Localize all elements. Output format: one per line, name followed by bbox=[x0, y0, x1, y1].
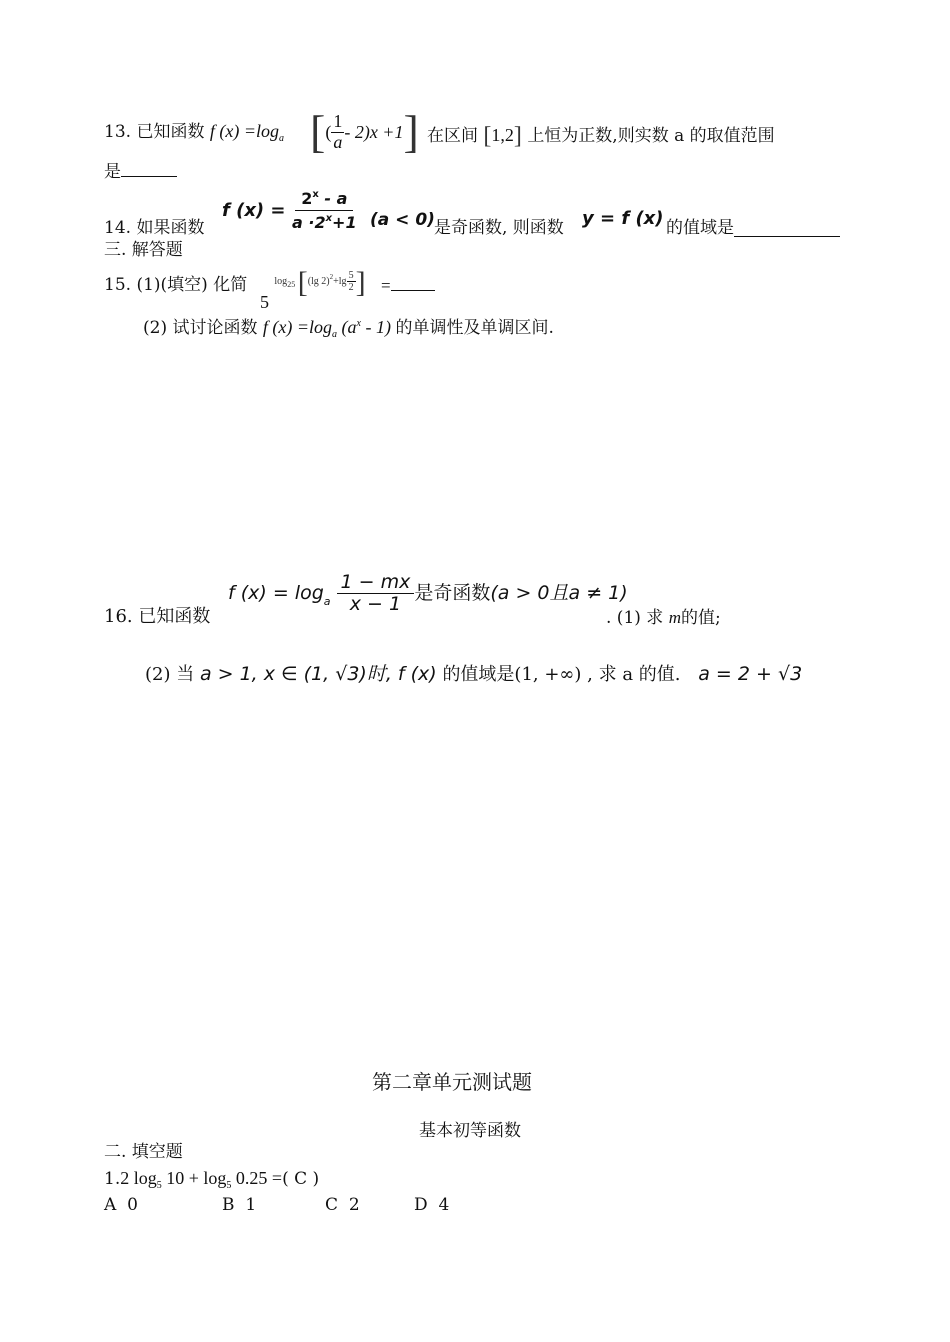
option-a: A 0 bbox=[104, 1195, 138, 1215]
q13-bracket-expr: [ ( $\frac{1}{a}$ - 2)x +1 ] bbox=[310, 106, 419, 157]
q13-line2: 是 bbox=[104, 164, 177, 181]
option-b: B 1 bbox=[222, 1195, 257, 1215]
q15-answer-blank bbox=[391, 290, 435, 291]
q16-prefix: 16. 已知函数 bbox=[104, 606, 211, 627]
q13-formula: f $(x) =\log_a$ bbox=[209, 121, 284, 144]
q16-part2-condition: a > 1, x ∈ (1, √3)时, f (x) bbox=[199, 663, 437, 685]
q13-suffix: 上恒为正数,则实数 a 的取值范围 bbox=[527, 126, 775, 146]
q13-prefix: 13. 已知函数 bbox=[104, 122, 205, 142]
q13-interval-line: 在区间 [1,2] 上恒为正数,则实数 a 的取值范围 bbox=[427, 123, 775, 149]
q13-interval: 1,2 bbox=[491, 125, 514, 145]
chapter-subtitle: 基本初等函数 bbox=[419, 1121, 521, 1141]
q14-yfx: y = f (x) bbox=[582, 208, 664, 229]
q16-formula: f (x) = log a $\frac{1 - mx}{x - 1}$ 是奇函数 (a > 0且a ≠ 1) bbox=[228, 571, 628, 615]
q13-right-bracket: ] bbox=[403, 106, 419, 157]
q15-equals: = bbox=[381, 277, 435, 295]
q15-part2-formula: f $(x) =\log_a$ $(a^x - 1)$ bbox=[262, 317, 391, 340]
q1-answer: ( C ) bbox=[282, 1169, 320, 1189]
q13-left-bracket: [ bbox=[310, 106, 326, 157]
q16-part2: (2) 当 a > 1, x ∈ (1, √3)时, f (x) 的值域是(1, +∞) , 求 a 的值. a = 2 + √3 bbox=[145, 663, 803, 685]
option-c: C 2 bbox=[325, 1195, 360, 1215]
q1-expression: 2 $\log_5 10 + \log_5 0.25$ = bbox=[120, 1168, 283, 1191]
q1-options bbox=[104, 1197, 464, 1217]
q14-mid: 是奇函数, 则函数 bbox=[434, 218, 564, 238]
section-3-heading: 三. 解答题 bbox=[104, 240, 183, 260]
option-d: D 4 bbox=[414, 1195, 450, 1215]
q13-answer-blank bbox=[121, 176, 177, 177]
q14-prefix: 14. 如果函数 bbox=[104, 218, 205, 238]
q16-answer: a = 2 + √3 bbox=[698, 663, 803, 685]
q15-expression: 5 $\log_{25} [(\lg$ 2)$^2$+lg $\frac{5}{2}$ ] bbox=[260, 266, 366, 312]
q13-line1 bbox=[104, 121, 284, 144]
q14-lhs: f (x) = bbox=[222, 200, 286, 221]
q13-fraction: $\frac{1}{a}$ bbox=[333, 110, 343, 152]
q16-part1: . (1) 求 m的值; bbox=[606, 608, 721, 628]
chapter-title: 第二章单元测试题 bbox=[372, 1070, 532, 1094]
q14-fraction: $\frac{2^x - a}{a \cdot 2^x+1}$ bbox=[292, 189, 357, 233]
q16-fraction: $\frac{1 - mx}{x - 1}$ bbox=[337, 572, 415, 615]
q15-part2: (2) 试讨论函数 f $(x) =\log_a$ $(a^x - 1)$ 的单调性及单调区间. bbox=[143, 317, 554, 340]
q1-line: 1.2 $\log_5 10 + \log_5 0.25$ =( C ) bbox=[104, 1168, 320, 1191]
q15-exponent: $\log_{25} [(\lg$ 2)$^2$+lg $\frac{5}{2}$ ] bbox=[274, 266, 366, 299]
section-2-heading: 二. 填空题 bbox=[104, 1142, 183, 1162]
q14-condition: (a < 0) bbox=[370, 210, 435, 230]
q15-prefix: 15. (1)(填空) 化简 bbox=[104, 275, 248, 295]
q14-answer-blank bbox=[734, 236, 840, 237]
q14-suffix: 的值域是 bbox=[666, 220, 840, 237]
